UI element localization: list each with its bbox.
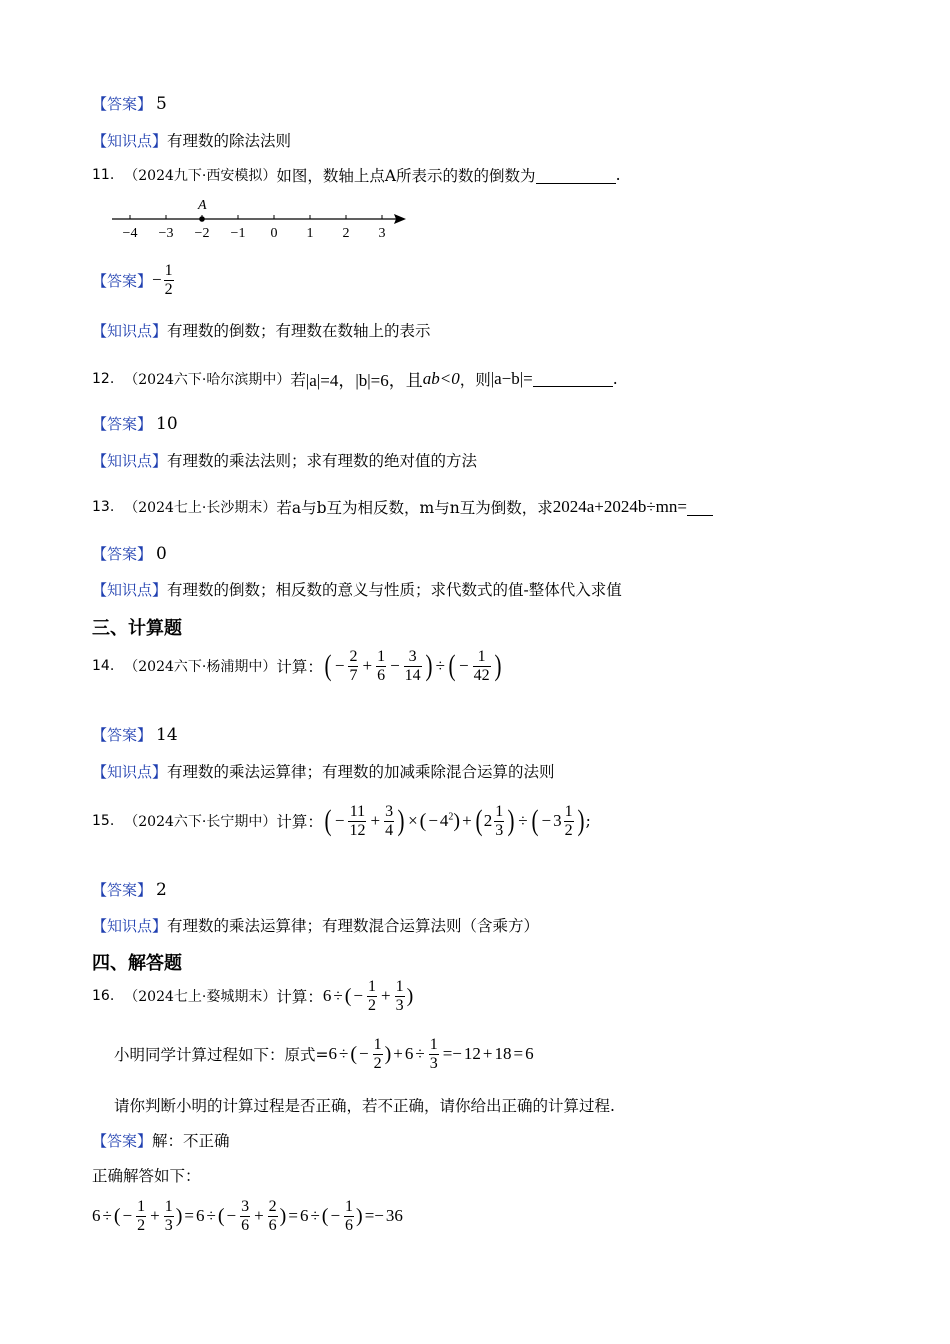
question-number: 13. (92, 499, 115, 515)
question-16: 16. （2024七上·婺城期末） 计算： 6 ÷ ( − $\frac{1}{2}$ + $\frac{1}{3}$ ) (92, 978, 414, 1014)
tick-label: 3 (378, 226, 386, 241)
tick-label: −3 (158, 226, 174, 241)
answer-blank (533, 370, 613, 387)
student-process-line: 小明同学计算过程如下：原式= 6 ÷ ( − $\frac{1}{2}$ ) + 6 ÷ $\frac{1}{3}$ =− 12 + 18 = 6 (114, 1036, 534, 1072)
question-number: 16. (92, 988, 115, 1005)
knowledge-text: 有理数的倒数；有理数在数轴上的表示 (167, 322, 431, 340)
answer-line-12 (92, 413, 178, 434)
answer-value: 0 (156, 543, 167, 564)
question-13 (92, 496, 713, 518)
knowledge-line-11 (92, 319, 431, 341)
answer-value: 14 (156, 724, 178, 745)
tick-label: 1 (306, 226, 314, 241)
tick-label: −2 (194, 226, 210, 241)
knowledge-line-15 (92, 914, 539, 936)
section-heading-3: 三、计算题 (92, 618, 182, 639)
knowledge-label: 【知识点】 (92, 916, 168, 935)
answer-value: 10 (156, 413, 178, 434)
question-number: 12. (92, 370, 115, 387)
tick-label: −1 (230, 226, 246, 241)
denominator: 2 (164, 280, 173, 298)
tick-label: 2 (342, 226, 350, 241)
answer-line-16 (92, 1129, 230, 1151)
answer-line-15 (92, 879, 167, 900)
point-a-dot (199, 216, 205, 222)
answer-label: 【答案】 (92, 415, 153, 433)
answer-label: 【答案】 (92, 545, 153, 563)
math-expression: ( (324, 804, 332, 838)
answer-line-13 (92, 543, 167, 564)
question-source: （2024七上·长沙期末） (124, 500, 277, 516)
question-text: 若a与b互为相反数，m与n互为倒数，求 (276, 499, 553, 517)
question-source: （2024六下·长宁期中） (124, 814, 277, 831)
question-source: （2024七上·婺城期末） (124, 989, 277, 1006)
question-text: 计算： (276, 988, 323, 1007)
correct-text: 正确解答如下： (92, 1167, 201, 1185)
math-expression: 6 (322, 986, 332, 1006)
correct-solution-label (92, 1164, 201, 1186)
knowledge-text: 有理数的乘法运算律；有理数的加减乘除混合运算的法则 (167, 763, 555, 781)
question-14: 14. （2024六下·杨浦期中） 计算： ( − $\frac{2}{7}$ + $\frac{1}{6}$ − $\frac{3}{14}$ ) ÷ ( − $\frac{1}{42}$ ) (92, 648, 502, 684)
judge-line (114, 1094, 615, 1116)
answer-value: 解：不正确 (152, 1132, 230, 1150)
question-number: 15. (92, 813, 115, 830)
number-line-figure (108, 195, 408, 245)
answer-blank (536, 167, 616, 184)
question-source: （2024九下·西安模拟） (124, 168, 277, 184)
process-text: 小明同学计算过程如下：原式= (114, 1046, 329, 1065)
question-text-mid: ，则 (459, 370, 491, 389)
question-number: 11. (92, 167, 115, 183)
answer-value: 2 (156, 879, 167, 900)
question-text: 若 (290, 370, 306, 389)
answer-line-11 (92, 262, 176, 298)
abs-diff-expr: |a−b|= (490, 368, 533, 388)
answer-value: 5 (156, 93, 167, 114)
knowledge-line-13 (92, 578, 622, 600)
knowledge-text: 有理数的倒数；相反数的意义与性质；求代数式的值-整体代入求值 (167, 581, 622, 599)
knowledge-line-10 (92, 129, 291, 151)
tick-label: 0 (270, 226, 278, 241)
judge-text: 请你判断小明的计算过程是否正确，若不正确，请你给出正确的计算过程. (114, 1097, 615, 1115)
answer-line-10 (92, 93, 167, 114)
knowledge-text: 有理数的乘法法则；求有理数的绝对值的方法 (167, 452, 478, 470)
answer-blank (687, 499, 713, 516)
question-text: 计算： (276, 658, 323, 677)
knowledge-text: 有理数的乘法运算律；有理数混合运算法则（含乘方） (167, 917, 540, 935)
process-expression: 6 (328, 1044, 337, 1064)
answer-sign: − (152, 270, 162, 290)
knowledge-label: 【知识点】 (92, 131, 168, 150)
knowledge-line-14 (92, 760, 555, 782)
question-number: 14. (92, 658, 115, 675)
section-heading-4: 四、解答题 (92, 953, 182, 974)
knowledge-label: 【知识点】 (92, 321, 168, 340)
question-expr: 2024a+2024b÷mn= (552, 497, 687, 516)
knowledge-label: 【知识点】 (92, 451, 168, 470)
question-15: 15. （2024六下·长宁期中） 计算： ( − $\frac{11}{12}$ + $\frac{3}{4}$ ) × ( − $4^2$ ) + ( 2 $\frac{1}{3}$ ) ÷ ( − 3 $\frac{1}{2}$ ) ; (92, 803, 591, 839)
knowledge-line-12 (92, 449, 477, 471)
answer-label: 【答案】 (92, 95, 153, 113)
question-11: 11. （2024九下·西安模拟） 如图，数轴上点A所表示的数的倒数为 . (92, 166, 621, 185)
abs-b-expr: |b|=6，且 (355, 371, 423, 390)
knowledge-label: 【知识点】 (92, 580, 168, 599)
math-expression: ( (324, 649, 332, 683)
knowledge-text: 有理数的除法法则 (167, 132, 292, 150)
question-source: （2024六下·杨浦期中） (124, 659, 277, 676)
point-a-label: A (198, 198, 207, 213)
question-source: （2024六下·哈尔滨期中） (124, 371, 291, 388)
answer-label: 【答案】 (92, 881, 153, 899)
answer-fraction (164, 262, 174, 298)
answer-label: 【答案】 (92, 726, 153, 744)
answer-label: 【答案】 (92, 271, 153, 290)
condition-expr: ab<0 (422, 368, 460, 388)
question-text: 计算： (276, 813, 323, 832)
question-text: 如图，数轴上点A所表示的数的倒数为 (276, 167, 536, 185)
answer-line-14 (92, 724, 178, 745)
answer-label: 【答案】 (92, 1131, 153, 1150)
question-12: 12. （2024六下·哈尔滨期中） 若 |a|=4， |b|=6，且 ab<0 ，则 |a−b|= . (92, 366, 618, 391)
tick-label: −4 (122, 226, 138, 241)
numerator: 1 (164, 262, 173, 279)
knowledge-label: 【知识点】 (92, 762, 168, 781)
correct-solution-expression: 6 ÷ ( − $\frac{1}{2}$ + $\frac{1}{3}$ ) = 6 ÷ ( − $\frac{3}{6}$ + $\frac{2}{6}$ ) = 6 ÷ ( − $\frac{1}{6}$ ) =− 36 (92, 1198, 403, 1234)
abs-a-expr: |a|=4， (305, 371, 356, 390)
